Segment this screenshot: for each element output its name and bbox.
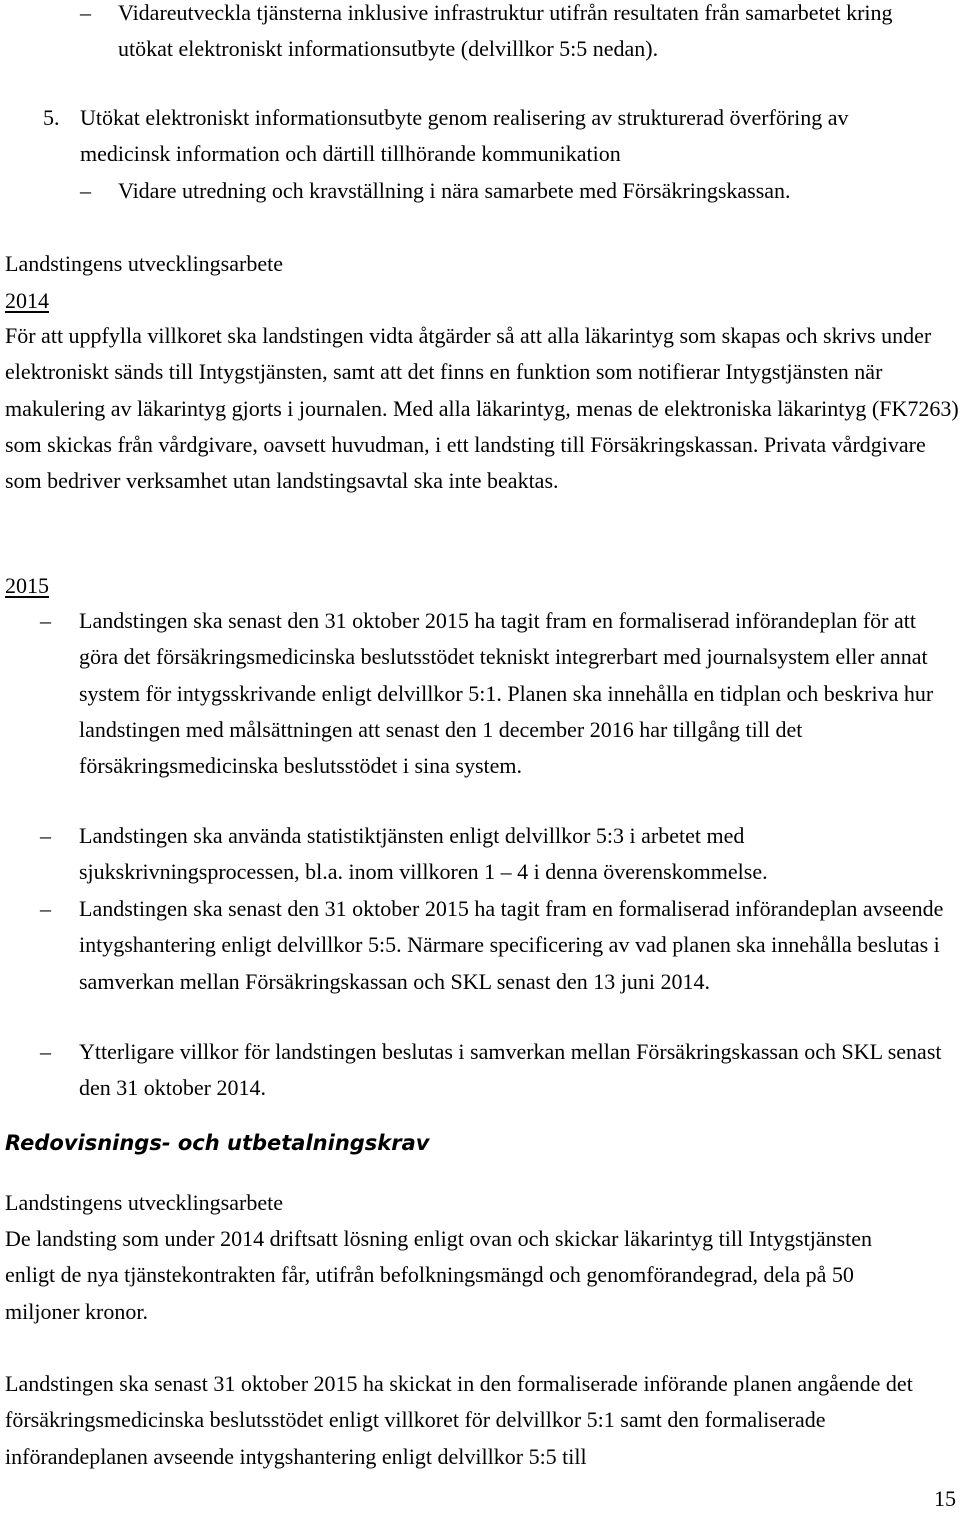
list-marker: –	[80, 0, 91, 25]
list-item	[0, 173, 960, 211]
list-marker: –	[80, 178, 91, 203]
list-item-text: Vidare utredning och kravställning i nära samarbete med Försäkringskassan.	[118, 178, 791, 203]
list-item	[0, 0, 960, 105]
list-marker: –	[40, 823, 51, 848]
item-number: 5.	[43, 105, 60, 130]
list-item-text: Vidareutveckla tjänsterna inklusive infrastruktur utifrån resultaten från samarbetet kring utökat elektroniskt informationsutbyte (delvillkor 5:5 nedan).	[118, 0, 893, 62]
list-marker: –	[40, 1039, 51, 1064]
paragraph: För att uppfylla villkoret ska landstingen vidta åtgärder så att alla läkarintyg som skapas och skrivs under elektroniskt sänds till Intygstjänsten, samt att det finns en funktion som notifierar Intygstjänsten när makulering av läkarintyg gjorts i journalen. Med alla läkarintyg, menas de elektroniska läkarintyg (FK7263) som skickas från vårdgivare, oavsett huvudman, i ett landsting till Försäkringskassan. Privata vårdgivare som bedriver verksamhet utan landstingsavtal ska inte beaktas.	[5, 323, 959, 494]
list-item	[0, 891, 960, 1033]
list-item-text: Ytterligare villkor för landstingen beslutas i samverkan mellan Försäkringskassan och SKL senast den 31 oktober 2014.	[79, 1039, 942, 1101]
list-item	[0, 603, 960, 818]
numbered-item-text: Utökat elektroniskt informationsutbyte genom realisering av strukturerad överföring av medicinsk information och därtill tillhörande kommunikation	[80, 105, 849, 167]
list-marker: –	[40, 896, 51, 921]
year-heading: 2015	[5, 573, 49, 598]
list-item	[0, 818, 960, 891]
list-item-text: Landstingen ska senast den 31 oktober 2015 ha tagit fram en formaliserad införandeplan avseende intygshantering enligt delvillkor 5:5. Närmare specificering av vad planen ska innehålla beslutas i samverkan mellan Försäkringskassan och SKL senast den 13 juni 2014.	[79, 896, 944, 994]
numbered-item	[0, 100, 960, 175]
list-item-text: Landstingen ska senast den 31 oktober 2015 ha tagit fram en formaliserad införandeplan för att göra det försäkringsmedicinska beslutsstödet tekniskt integrerbart med journalsystem eller annat system för intygsskrivande enligt delvillkor 5:1. Planen ska innehålla en tidplan och beskriva hur landstingen med målsättningen att senast den 1 december 2016 har tillgång till det försäkringsmedicinska beslutsstödet i sina system.	[79, 608, 934, 779]
section-label: Landstingens utvecklingsarbete	[5, 1190, 283, 1215]
list-marker: –	[40, 608, 51, 633]
year-heading: 2014	[5, 288, 49, 313]
paragraph: De landsting som under 2014 driftsatt lösning enligt ovan och skickar läkarintyg till Intygstjänsten enligt de nya tjänstekontrakten får, utifrån befolkningsmängd och genomförandegrad, dela på 50 miljoner kronor.	[5, 1226, 873, 1324]
section-label: Landstingens utvecklingsarbete	[5, 251, 283, 276]
section-heading: Redovisnings- och utbetalningskrav	[5, 1131, 430, 1155]
list-item	[0, 1034, 960, 1107]
paragraph: Landstingen ska senast 31 oktober 2015 ha skickat in den formaliserade införande planen angående det försäkringsmedicinska beslutsstödet enligt villkoret för delvillkor 5:1 samt den formaliserade införandeplanen avseende intygshantering enligt delvillkor 5:5 till	[5, 1371, 913, 1469]
list-item-text: Landstingen ska använda statistiktjänsten enligt delvillkor 5:3 i arbetet med sjukskrivningsprocessen, bl.a. inom villkoren 1 – 4 i denna överenskommelse.	[79, 823, 768, 885]
page-number: 15	[934, 1486, 956, 1511]
